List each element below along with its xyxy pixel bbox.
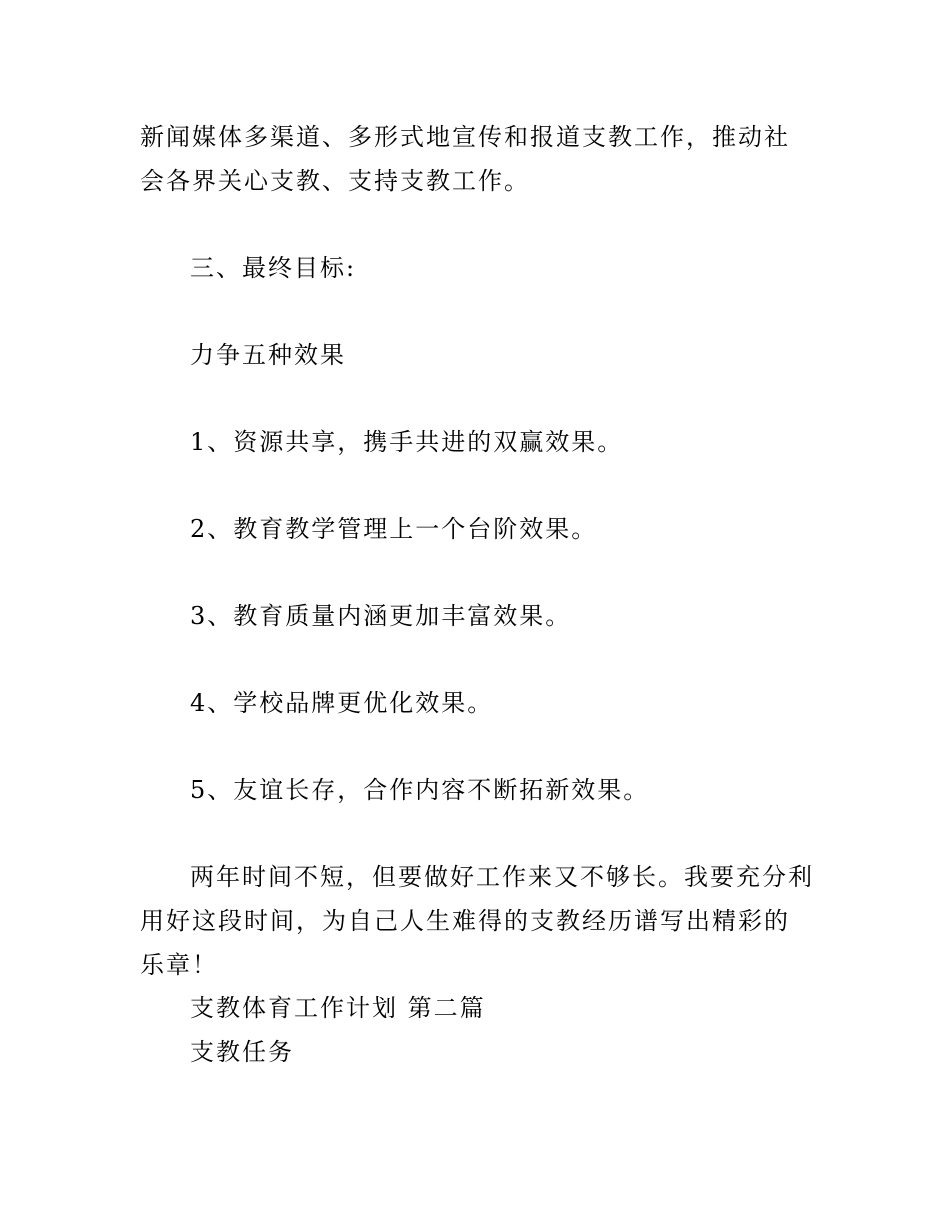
list-item-2: 2、教育教学管理上一个台阶效果。: [190, 515, 598, 543]
list-item-5: 5、友谊长存，合作内容不断拓新效果。: [190, 776, 650, 804]
subheading-five-effects: 力争五种效果: [190, 341, 346, 369]
subheading-teaching-tasks: 支教任务: [190, 1038, 294, 1066]
paragraph-continued: 新闻媒体多渠道、多形式地宣传和报道支教工作，推动社会各界关心支教、支持支教工作。: [140, 123, 790, 195]
list-item-1: 1、资源共享，携手共进的双赢效果。: [190, 428, 624, 456]
section-title-second-part: 支教体育工作计划 第二篇: [190, 994, 486, 1022]
section-heading-final-goal: 三、最终目标:: [190, 254, 357, 282]
list-item-3: 3、教育质量内涵更加丰富效果。: [190, 602, 572, 630]
list-item-4: 4、学校品牌更优化效果。: [190, 689, 494, 717]
paragraph-closing: 两年时间不短，但要做好工作来又不够长。我要充分利用好这段时间，为自己人生难得的支教经历谱写出精彩的乐章！: [140, 863, 814, 979]
